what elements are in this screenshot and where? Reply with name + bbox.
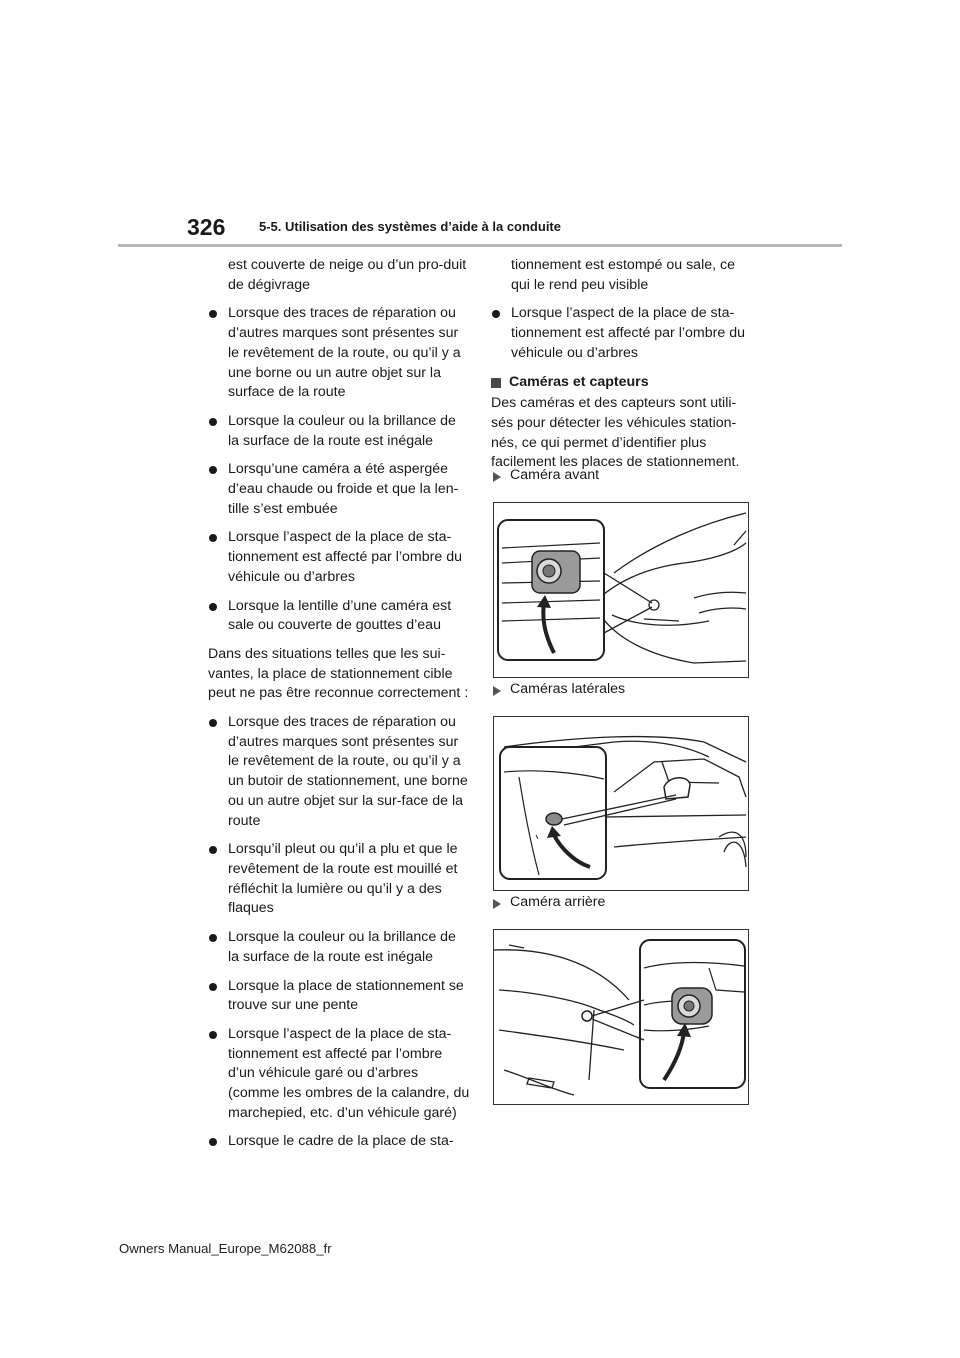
triangle-bullet-icon	[493, 686, 501, 696]
figure-rear-camera	[493, 929, 749, 1105]
list-item: Lorsque l’aspect de la place de sta-tionnement est affecté par l’ombre du véhicule ou d’arbres	[208, 528, 470, 587]
subsection-heading: Caméras et capteurs	[491, 373, 753, 393]
list-item: Lorsqu’une caméra a été aspergée d’eau chaude ou froide et que la len-tille s’est embuée	[208, 460, 470, 519]
bullet-icon	[209, 719, 217, 727]
bullet-icon	[492, 310, 500, 318]
figure-side-cameras	[493, 716, 749, 891]
bullet-icon	[209, 983, 217, 991]
square-bullet-icon	[491, 378, 501, 388]
left-column	[208, 256, 470, 1161]
front-camera-illustration	[494, 503, 748, 677]
bullet-icon	[209, 418, 217, 426]
bullet-icon	[209, 603, 217, 611]
side-camera-illustration	[494, 717, 748, 890]
camera-label-rear: Caméra arrière	[492, 894, 605, 910]
footer-text: Owners Manual_Europe_M62088_fr	[119, 1241, 332, 1256]
list-item: Lorsque l’aspect de la place de sta-tionnement est affecté par l’ombre d’un véhicule garé ou d’arbres (comme les ombres de la calandre, du marchepied, etc. d’un véhicule garé)	[208, 1025, 470, 1124]
bullet-icon	[209, 846, 217, 854]
bullet-icon	[209, 466, 217, 474]
bullet-icon	[209, 934, 217, 942]
bullet-icon	[209, 310, 217, 318]
triangle-bullet-icon	[493, 472, 501, 482]
list-item: Lorsqu’il pleut ou qu’il a plu et que le revêtement de la route est mouillé et réfléchit la lumière ou qu’il y a des flaques	[208, 840, 470, 919]
right-column	[491, 256, 753, 482]
bullet-icon	[209, 534, 217, 542]
camera-label-side: Caméras latérales	[492, 681, 625, 697]
list-item: Lorsque la couleur ou la brillance de la surface de la route est inégale	[208, 928, 470, 967]
continued-text: est couverte de neige ou d’un pro-duit de dégivrage	[228, 257, 467, 293]
camera-label-front: Caméra avant	[492, 467, 599, 483]
continued-text: tionnement est estompé ou sale, ce qui le rend peu visible	[511, 257, 735, 293]
bullet-icon	[209, 1138, 217, 1146]
triangle-bullet-icon	[493, 899, 501, 909]
list-item: Lorsque des traces de réparation ou d’autres marques sont présentes sur le revêtement de la route, ou qu’il y a un butoir de stationnement, une borne ou un autre objet sur la sur-face de la route	[208, 713, 470, 831]
list-item: Lorsque la place de stationnement se trouve sur une pente	[208, 977, 470, 1016]
list-item: Lorsque des traces de réparation ou d’autres marques sont présentes sur le revêtement de la route, ou qu’il y a une borne ou un autre objet sur la surface de la route	[208, 304, 470, 403]
page-number: 326	[187, 214, 226, 240]
list-item: Lorsque l’aspect de la place de sta-tionnement est affecté par l’ombre du véhicule ou d’arbres	[491, 304, 753, 363]
rear-camera-illustration	[494, 930, 748, 1104]
list-item: Lorsque la couleur ou la brillance de la surface de la route est inégale	[208, 412, 470, 451]
bullet-icon	[209, 1031, 217, 1039]
list-item: Lorsque la lentille d’une caméra est sale ou couverte de gouttes d’eau	[208, 597, 470, 636]
figure-front-camera	[493, 502, 749, 678]
body-paragraph: Des caméras et des capteurs sont utili-sés pour détecter les véhicules station-nés, ce qui permet d’identifier plus facilement les places de stationnement.	[491, 395, 740, 471]
section-title: 5-5. Utilisation des systèmes d’aide à la conduite	[259, 219, 561, 234]
body-paragraph: Dans des situations telles que les sui-vantes, la place de stationnement cible peut ne pas être reconnue correctement :	[208, 645, 469, 702]
list-item: Lorsque le cadre de la place de sta-	[208, 1132, 470, 1152]
header-divider	[118, 244, 842, 247]
